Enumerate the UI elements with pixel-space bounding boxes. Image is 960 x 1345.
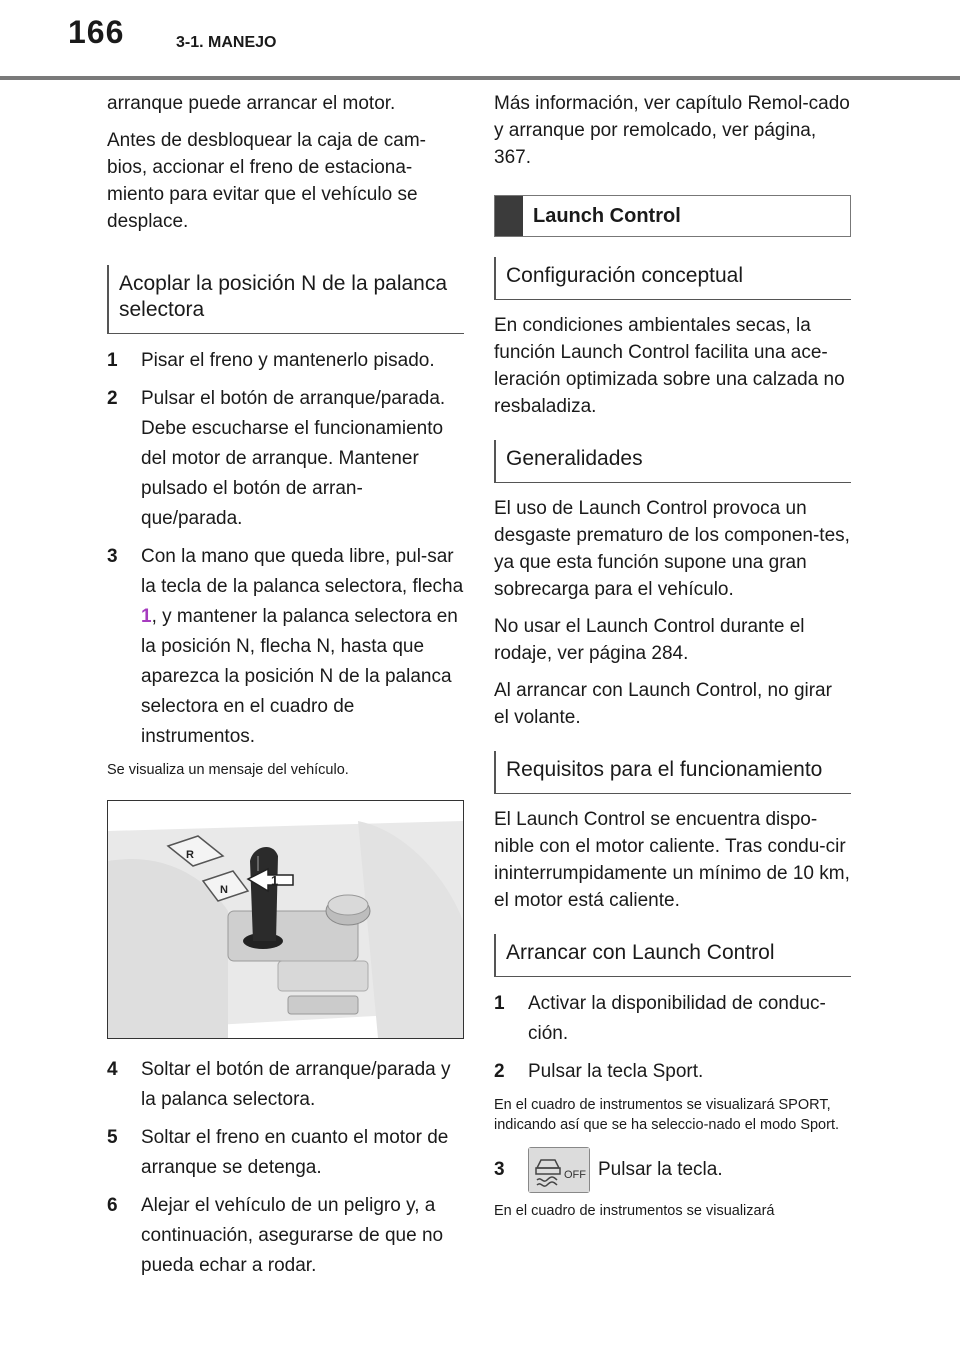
note: En el cuadro de instrumentos se visualizará SPORT, indicando así que se ha seleccio-nado el modo Sport. xyxy=(494,1097,839,1133)
step-text: Alejar el vehículo de un peligro y, a continuación, asegurarse de que no pueda echar a rodar. xyxy=(141,1195,444,1276)
list-item xyxy=(107,346,464,376)
paragraph: El uso de Launch Control provoca un desgaste prematuro de los componen-tes, ya que esta función supone una gran sobrecarga para el vehículo. xyxy=(494,498,850,600)
paragraph: El Launch Control se encuentra dispo-nible con el motor caliente. Tras condu-cir ininterrumpidamente un mínimo de 10 km, el motor está caliente. xyxy=(494,809,850,911)
right-column xyxy=(494,90,851,1233)
step-text: Pulsar la tecla Sport. xyxy=(528,1061,704,1082)
chapter-box-title: Launch Control xyxy=(533,204,681,227)
paragraph: Antes de desbloquear la caja de cam-bios, accionar el freno de estaciona-miento para evitar que el vehículo se desplace. xyxy=(107,130,426,232)
step-text: Activar la disponibilidad de conduc-ción. xyxy=(528,993,826,1044)
list-item xyxy=(494,1057,851,1087)
step-number: 6 xyxy=(107,1195,118,1216)
gear-selector-drawing xyxy=(108,801,463,1038)
step-number: 2 xyxy=(494,1061,505,1082)
paragraph: arranque puede arrancar el motor. xyxy=(107,93,396,114)
list-item xyxy=(107,384,464,534)
list-item xyxy=(107,542,464,752)
step-number: 1 xyxy=(107,350,118,371)
paragraph: No usar el Launch Control durante el rodaje, ver página 284. xyxy=(494,616,805,664)
list-item xyxy=(107,1055,464,1115)
page-number: 166 xyxy=(68,14,125,50)
paragraph: En condiciones ambientales secas, la función Launch Control facilita una ace-leración optimizada sobre una calzada no resbaladiza. xyxy=(494,315,845,417)
step-text: Pulsar la tecla. xyxy=(598,1159,723,1181)
subheading: Configuración conceptual xyxy=(494,257,851,300)
subheading: Acoplar la posición N de la palanca selectora xyxy=(107,265,464,334)
step-number: 4 xyxy=(107,1059,118,1080)
subheading: Generalidades xyxy=(494,440,851,483)
step-text-with-icon xyxy=(528,1147,851,1193)
step-text-b: , y mantener la palanca selectora en la posición N, flecha N, hasta que aparezca la posición N de la palanca selectora en el cuadro de instrumentos. xyxy=(141,606,458,747)
icon-off-label: OFF xyxy=(564,1169,586,1181)
step-text: Pisar el freno y mantenerlo pisado. xyxy=(141,350,435,371)
label-r: R xyxy=(186,849,194,861)
label-n: N xyxy=(220,884,228,896)
page-header xyxy=(0,0,960,80)
list-item xyxy=(107,1123,464,1183)
note: En el cuadro de instrumentos se visualizará xyxy=(494,1203,775,1219)
cupholder xyxy=(288,996,358,1014)
chapter-box xyxy=(494,195,851,237)
step-number: 1 xyxy=(494,993,505,1014)
paragraph: Al arrancar con Launch Control, no girar el volante. xyxy=(494,680,832,728)
step-text xyxy=(141,542,464,752)
note: Se visualiza un mensaje del vehículo. xyxy=(107,762,349,778)
gear-selector-illustration xyxy=(107,800,464,1039)
section-title: 3-1. MANEJO xyxy=(176,34,277,51)
button-row xyxy=(278,961,368,991)
left-column xyxy=(107,90,464,1289)
step-number: 5 xyxy=(107,1127,118,1148)
traction-off-icon xyxy=(528,1147,590,1193)
step-number: 2 xyxy=(107,388,118,409)
list-item xyxy=(494,989,851,1049)
step-text: Soltar el freno en cuanto el motor de arranque se detenga. xyxy=(141,1127,449,1178)
list-item xyxy=(107,1191,464,1281)
step-text-a: Con la mano que queda libre, pul-sar la tecla de la palanca selectora, flecha xyxy=(141,546,464,597)
step-text: Pulsar el botón de arranque/parada. Debe escucharse el funcionamiento del motor de arranque. Mantener pulsado el botón de arran-que/parada. xyxy=(141,388,446,529)
shifter-lever xyxy=(250,847,278,941)
header-rule xyxy=(0,76,960,80)
step-number: 3 xyxy=(107,546,118,567)
chapter-box-bar xyxy=(495,196,523,236)
paragraph: Más información, ver capítulo Remol-cado y arranque por remolcado, ver página, 367. xyxy=(494,93,850,168)
label-1: 1 xyxy=(271,873,279,888)
step-number: 3 xyxy=(494,1159,505,1180)
subheading: Requisitos para el funcionamiento xyxy=(494,751,851,794)
list-item xyxy=(494,1147,851,1193)
arrow-reference: 1 xyxy=(141,606,152,627)
step-text: Soltar el botón de arranque/parada y la palanca selectora. xyxy=(141,1059,451,1110)
subheading: Arrancar con Launch Control xyxy=(494,934,851,977)
